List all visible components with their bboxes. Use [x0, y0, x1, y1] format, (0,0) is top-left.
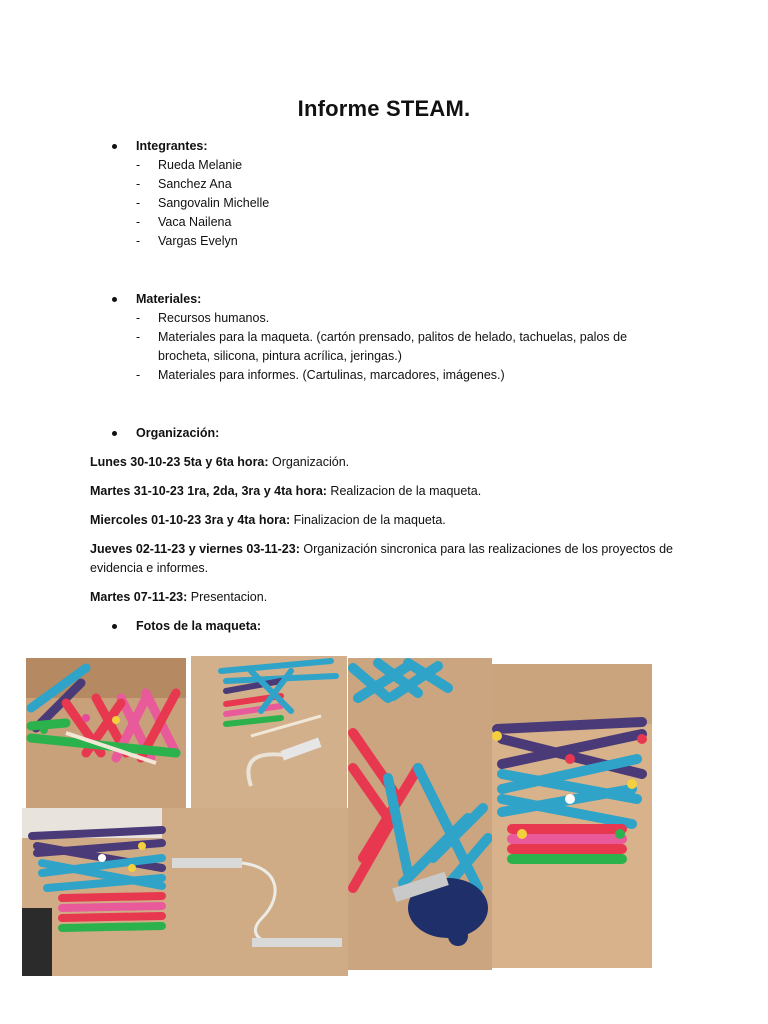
- model-photo-4: [492, 664, 652, 968]
- schedule-label: Lunes 30-10-23 5ta y 6ta hora:: [90, 455, 269, 469]
- schedule-text: Organización sincronica para las realizaciones de los proyectos de: [299, 542, 674, 556]
- fotos-heading: Fotos de la maqueta:: [112, 617, 261, 636]
- list-item: - Recursos humanos.: [112, 309, 627, 328]
- schedule-label: Miercoles 01-10-23 3ra y 4ta hora:: [90, 513, 291, 527]
- schedule-text: Realizacion de la maqueta.: [326, 484, 482, 498]
- page-title: Informe STEAM.: [297, 96, 471, 121]
- schedule-label: Martes 31-10-23 1ra, 2da, 3ra y 4ta hora:: [90, 484, 327, 498]
- fotos-section: [112, 617, 261, 636]
- schedule-label: Jueves 02-11-23 y viernes 03-11-23:: [90, 542, 300, 556]
- organizacion-section: [112, 424, 219, 443]
- list-item: - Rueda Melanie: [112, 156, 269, 175]
- list-item-line: Materiales para la maqueta. (cartón prensado, palitos de helado, tachuelas, palos de: [158, 330, 628, 344]
- schedule-entry: [90, 511, 680, 530]
- model-photo-3: [348, 658, 492, 970]
- schedule-label: Martes 07-11-23:: [90, 590, 188, 604]
- list-item: - Materiales para informes. (Cartulinas, marcadores, imágenes.): [112, 366, 627, 385]
- schedule-text: Finalizacion de la maqueta.: [290, 513, 446, 527]
- list-item: - Sanchez Ana: [112, 175, 269, 194]
- integrantes-section: [112, 137, 269, 251]
- list-item: [112, 328, 627, 366]
- schedule-text-cont: evidencia e informes.: [90, 561, 209, 575]
- schedule-entry: [90, 453, 680, 472]
- model-photo-1: [26, 658, 186, 808]
- schedule-entry: [90, 482, 680, 501]
- integrantes-heading: Integrantes:: [112, 137, 269, 156]
- schedule-entry: [90, 540, 680, 578]
- list-item: - Vaca Nailena: [112, 213, 269, 232]
- organizacion-heading: Organización:: [112, 424, 219, 443]
- list-item: - Sangovalin Michelle: [112, 194, 269, 213]
- materiales-list: [112, 309, 627, 385]
- schedule-text: Presentacion.: [187, 590, 268, 604]
- schedule-entry: [90, 588, 680, 607]
- materiales-heading: Materiales:: [112, 290, 627, 309]
- list-item-line: brocheta, silicona, pintura acrílica, jeringas.): [158, 349, 402, 363]
- model-photo-5: [22, 808, 348, 976]
- integrantes-list: [112, 156, 269, 251]
- model-photo-2: [191, 656, 347, 808]
- materiales-section: [112, 290, 627, 385]
- schedule-text: Organización.: [268, 455, 350, 469]
- list-item: - Vargas Evelyn: [112, 232, 269, 251]
